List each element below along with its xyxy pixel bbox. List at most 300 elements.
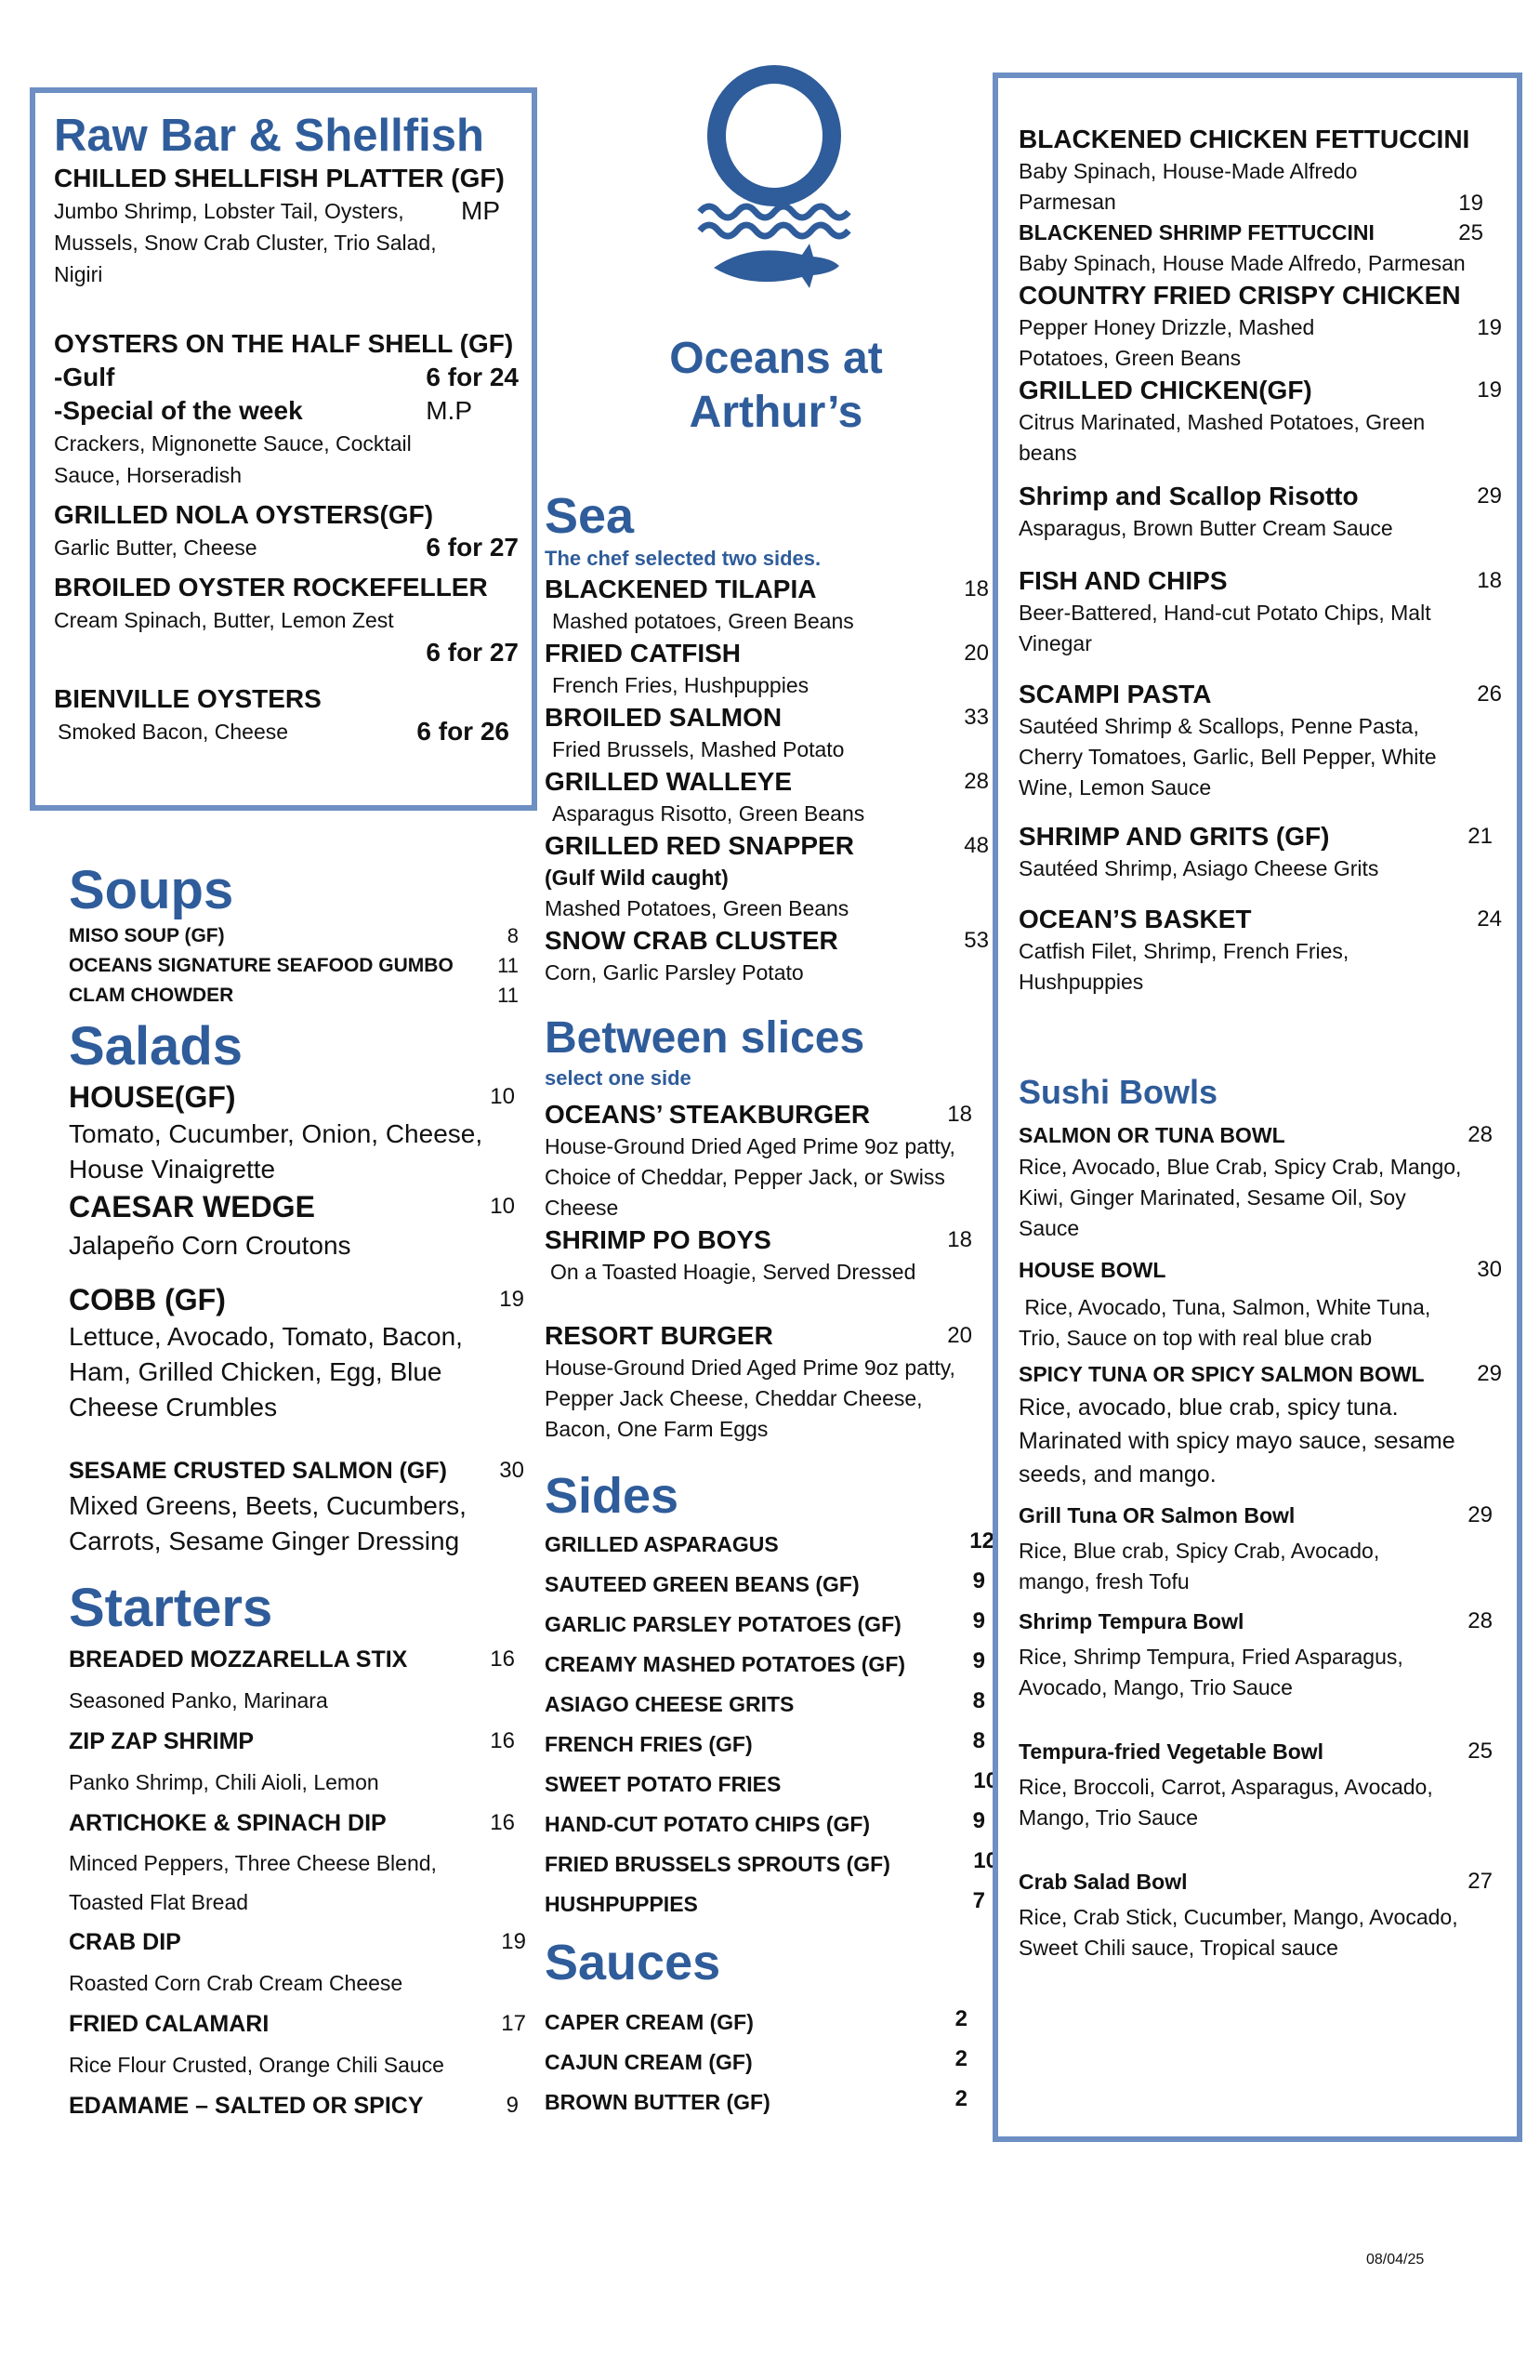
item-desc: Jumbo Shrimp, Lobster Tail, Oysters,	[54, 199, 404, 223]
item-title-row	[545, 765, 989, 799]
item-desc: Beer-Battered, Hand-cut Potato Chips, Malt	[1019, 601, 1431, 625]
item-price: 10	[490, 1194, 515, 1219]
item-price: 53	[964, 928, 989, 953]
sides-list	[545, 1525, 998, 1924]
item-price: 19	[1477, 377, 1502, 403]
restaurant-name-line: Oceans at	[669, 334, 883, 383]
item-desc-row	[54, 716, 519, 747]
item-price: 21	[1468, 824, 1493, 849]
menu-item	[545, 2082, 967, 2122]
menu-item	[545, 1765, 998, 1805]
item-price: 25	[1468, 1739, 1493, 1764]
item-desc: Baby Spinach, House-Made Alfredo	[1019, 159, 1358, 183]
item-desc: Rice, Avocado, Blue Crab, Spicy Crab, Mango,	[1019, 1155, 1462, 1179]
item-desc: Garlic Butter, Cheese	[54, 536, 257, 560]
item-name: SESAME CRUSTED SALMON (GF)	[69, 1458, 447, 1484]
item-desc: Sauce, Horseradish	[54, 463, 242, 487]
item-price: 20	[947, 1323, 972, 1348]
menu-item	[545, 1525, 994, 1565]
menu-item	[1019, 903, 1502, 998]
menu-item	[545, 637, 989, 701]
item-title-row	[1019, 1248, 1502, 1292]
item-price: 18	[947, 1102, 972, 1127]
menu-item	[1019, 1357, 1502, 1491]
item-desc: Seasoned Panko, Marinara	[69, 1688, 328, 1712]
item-name: CRAB DIP	[69, 1929, 181, 1955]
item-price: 2	[954, 2046, 967, 2071]
sauces-heading: Sauces	[545, 1935, 721, 1990]
item-price: 11	[497, 984, 519, 1007]
item-desc: Mango, Trio Sauce	[1019, 1805, 1199, 1830]
menu-item	[69, 1721, 515, 1803]
item-desc-row	[54, 195, 519, 227]
item-name: OCEAN’S BASKET	[1019, 905, 1252, 933]
item-desc: Lettuce, Avocado, Tomato, Bacon,	[69, 1322, 463, 1351]
menu-item	[69, 1280, 524, 1425]
item-desc: Citrus Marinated, Mashed Potatoes, Green	[1019, 410, 1426, 434]
item-desc: Tomato, Cucumber, Onion, Cheese,	[69, 1119, 483, 1148]
item-name: OYSTERS ON THE HALF SHELL (GF)	[54, 329, 514, 358]
menu-item	[545, 1565, 994, 1605]
item-title-row	[69, 1922, 526, 1963]
item-desc: Panko Shrimp, Chili Aioli, Lemon	[69, 1770, 379, 1794]
item-name: CHILLED SHELLFISH PLATTER (GF)	[54, 164, 505, 192]
item-price: 9	[972, 1608, 985, 1633]
item-desc: Carrots, Sesame Ginger Dressing	[69, 1527, 460, 1555]
option-label: -Gulf	[54, 363, 115, 391]
item-price: 19	[1477, 315, 1502, 340]
item-desc: Vinegar	[1019, 631, 1092, 655]
starters-heading: Starters	[69, 1578, 273, 1638]
item-desc: Ham, Grilled Chicken, Egg, Blue	[69, 1357, 442, 1386]
item-price: 29	[1477, 1361, 1502, 1386]
entrees-section	[993, 73, 1522, 2142]
item-title-row	[1019, 564, 1502, 598]
item-name: HOUSE(GF)	[69, 1080, 236, 1114]
item-desc: Sautéed Shrimp & Scallops, Penne Pasta,	[1019, 714, 1419, 738]
item-desc: Crackers, Mignonette Sauce, Cocktail	[54, 431, 412, 456]
item-name: Shrimp and Scallop Risotto	[1019, 482, 1359, 510]
item-price: 8	[507, 924, 519, 947]
menu-item	[1019, 123, 1502, 218]
item-desc: Avocado, Mango, Trio Sauce	[1019, 1675, 1293, 1699]
item-name: SPICY TUNA OR SPICY SALMON BOWL	[1019, 1362, 1425, 1386]
item-desc: Minced Peppers, Three Cheese Blend,	[69, 1851, 437, 1875]
item-desc: Asparagus Risotto, Green Beans	[552, 801, 865, 826]
item-name: HOUSE BOWL	[1019, 1258, 1166, 1282]
item-desc: Jalapeño Corn Croutons	[69, 1231, 351, 1260]
option-price: M.P	[426, 396, 472, 425]
sauces-list	[545, 2003, 967, 2122]
item-price: 19	[499, 1287, 524, 1312]
item-name: GRILLED NOLA OYSTERS(GF)	[54, 500, 434, 529]
item-name: ARTICHOKE & SPINACH DIP	[69, 1810, 387, 1836]
item-name: Tempura-fried Vegetable Bowl	[1019, 1739, 1324, 1764]
item-title-row	[545, 829, 989, 863]
sushi-bowls-heading: Sushi Bowls	[1019, 1073, 1218, 1111]
item-price: 16	[490, 1728, 515, 1753]
item-desc: Cheese	[545, 1196, 619, 1220]
item-name: CAESAR WEDGE	[69, 1190, 315, 1223]
raw-bar-heading: Raw Bar & Shellfish	[54, 111, 484, 161]
item-price: 10	[490, 1084, 515, 1109]
item-price: 8	[972, 1688, 985, 1713]
item-name: Crab Salad Bowl	[1019, 1870, 1188, 1894]
item-desc: Mixed Greens, Beets, Cucumbers,	[69, 1491, 467, 1520]
item-price: 26	[1477, 681, 1502, 707]
item-name: BREADED MOZZARELLA STIX	[69, 1646, 408, 1673]
menu-item	[1019, 374, 1502, 469]
item-name: BLACKENED SHRIMP FETTUCCINI	[1019, 220, 1375, 245]
item-desc: beans	[1019, 441, 1077, 465]
item-title-row	[1019, 903, 1502, 936]
menu-item	[545, 1685, 994, 1725]
menu-item	[54, 571, 519, 669]
item-name: SHRIMP AND GRITS (GF)	[1019, 822, 1330, 851]
item-desc: mango, fresh Tofu	[1019, 1569, 1190, 1593]
item-title-row	[1019, 1357, 1502, 1391]
item-desc: Rice, Blue crab, Spicy Crab, Avocado,	[1019, 1539, 1380, 1563]
item-name: ZIP ZAP SHRIMP	[69, 1728, 255, 1754]
item-price: 2	[954, 2086, 967, 2111]
o-waves-fish-logo-icon	[695, 63, 853, 305]
item-price: 18	[964, 576, 989, 602]
item-price: 12	[969, 1528, 994, 1554]
item-desc: Rice, Broccoli, Carrot, Asparagus, Avocado,	[1019, 1775, 1433, 1799]
item-price: MP	[461, 196, 500, 225]
item-name: COBB (GF)	[69, 1283, 226, 1316]
item-desc: Cream Spinach, Butter, Lemon Zest	[54, 608, 394, 632]
item-option	[54, 361, 519, 394]
item-title-row	[545, 1223, 991, 1257]
item-name: SCAMPI PASTA	[1019, 680, 1212, 708]
menu-item	[69, 1922, 526, 2003]
item-desc: seeds, and mango.	[1019, 1461, 1217, 1488]
item-name: CREAMY MASHED POTATOES (GF)	[545, 1652, 906, 1676]
item-price: 16	[490, 1810, 515, 1835]
item-title-row	[1019, 1118, 1502, 1152]
menu-item	[545, 1098, 991, 1223]
item-price: 16	[490, 1646, 515, 1672]
item-note: (Gulf Wild caught)	[545, 866, 729, 890]
item-desc: Mashed Potatoes, Green Beans	[545, 896, 849, 920]
item-price: 9	[972, 1808, 985, 1833]
item-title-row	[1019, 374, 1502, 407]
item-desc: Hushpuppies	[1019, 970, 1144, 994]
item-desc: Sauce	[1019, 1216, 1080, 1240]
menu-item	[545, 1319, 991, 1445]
item-desc: Rice, avocado, blue crab, spicy tuna.	[1019, 1395, 1399, 1421]
item-desc: Wine, Lemon Sauce	[1019, 775, 1212, 800]
menu-item	[1019, 218, 1502, 279]
menu-item	[545, 701, 989, 765]
item-title-row	[1019, 480, 1502, 513]
item-price: 7	[972, 1888, 985, 1913]
item-price: 2	[954, 2006, 967, 2031]
menu-item	[545, 1645, 994, 1685]
menu-item	[69, 1187, 524, 1265]
left-column	[69, 860, 524, 2126]
sides-heading: Sides	[545, 1468, 679, 1524]
item-name: GARLIC PARSLEY POTATOES (GF)	[545, 1612, 902, 1636]
item-title-row	[1019, 1731, 1502, 1772]
item-name: OCEANS SIGNATURE SEAFOOD GUMBO	[69, 955, 454, 976]
menu-item	[69, 1453, 524, 1559]
menu-item	[69, 921, 519, 951]
item-name: SWEET POTATO FRIES	[545, 1772, 782, 1796]
item-desc: Cherry Tomatoes, Garlic, Bell Pepper, White	[1019, 745, 1437, 769]
item-price: 8	[972, 1728, 985, 1753]
item-title-row	[1019, 218, 1502, 248]
item-price: 29	[1477, 483, 1502, 509]
item-price: 27	[1468, 1869, 1493, 1894]
menu-item	[545, 1844, 998, 1884]
item-name: HUSHPUPPIES	[545, 1892, 698, 1916]
item-desc: Marinated with spicy mayo sauce, sesame	[1019, 1428, 1455, 1454]
item-desc: House Vinaigrette	[69, 1155, 276, 1183]
middle-column	[545, 487, 998, 2122]
item-desc: House-Ground Dried Aged Prime 9oz patty,	[545, 1134, 955, 1158]
item-name: GRILLED WALLEYE	[545, 767, 792, 796]
item-desc: Trio, Sauce on top with real blue crab	[1019, 1326, 1373, 1350]
item-desc: Pepper Honey Drizzle, Mashed	[1019, 315, 1315, 339]
item-price: 9	[972, 1568, 985, 1593]
item-title-row	[69, 1187, 524, 1226]
item-name: SAUTEED GREEN BEANS (GF)	[545, 1572, 860, 1596]
menu-item	[1019, 1248, 1502, 1354]
menu-item	[54, 327, 519, 491]
item-desc: Sweet Chili sauce, Tropical sauce	[1019, 1936, 1338, 1960]
restaurant-name	[641, 332, 911, 440]
sushi-bowls-list	[1019, 1118, 1502, 1964]
sea-subtitle: The chef selected two sides.	[545, 547, 822, 570]
item-desc: Mashed potatoes, Green Beans	[552, 609, 854, 633]
item-price: 30	[499, 1458, 524, 1483]
item-title-row	[69, 1803, 515, 1844]
option-price: 6 for 24	[426, 363, 519, 391]
menu-item	[545, 1884, 994, 1924]
item-title-row	[545, 1319, 991, 1353]
menu-item	[69, 1078, 524, 1187]
menu-item	[1019, 564, 1502, 659]
menu-item	[54, 682, 519, 747]
item-desc: Pepper Jack Cheese, Cheddar Cheese,	[545, 1386, 923, 1410]
menu-item	[545, 1223, 991, 1288]
menu-item	[545, 765, 989, 829]
menu-item	[69, 981, 519, 1011]
item-title-row	[69, 1721, 515, 1762]
item-desc: Toasted Flat Bread	[69, 1890, 249, 1914]
item-desc: Smoked Bacon, Cheese	[58, 720, 289, 744]
item-name: CAPER CREAM (GF)	[545, 2010, 754, 2034]
item-desc-row	[54, 532, 519, 563]
item-desc: Sautéed Shrimp, Asiago Cheese Grits	[1019, 856, 1379, 880]
item-desc-row	[1019, 187, 1502, 218]
menu-item	[545, 924, 989, 988]
item-price: 9	[506, 2093, 519, 2118]
sea-list	[545, 573, 989, 988]
item-title-row	[1019, 1861, 1502, 1902]
menu-item	[69, 2003, 526, 2085]
item-price: 33	[964, 705, 989, 730]
item-desc: Potatoes, Green Beans	[1019, 346, 1242, 370]
item-desc: Nigiri	[54, 262, 103, 286]
restaurant-logo	[695, 63, 853, 305]
item-price: 6 for 26	[416, 717, 509, 746]
between-slices-subtitle: select one side	[545, 1066, 691, 1090]
item-desc: Kiwi, Ginger Marinated, Sesame Oil, Soy	[1019, 1185, 1406, 1210]
item-price: 10	[973, 1848, 998, 1873]
item-title-row	[69, 2003, 526, 2044]
item-name: RESORT BURGER	[545, 1321, 773, 1350]
item-title-row	[1019, 1495, 1502, 1536]
item-price: 6 for 27	[426, 533, 519, 562]
menu-item	[1019, 279, 1502, 374]
item-title-row	[1019, 678, 1502, 711]
menu-item	[545, 2043, 967, 2082]
sea-heading: Sea	[545, 488, 635, 544]
item-name: SNOW CRAB CLUSTER	[545, 926, 838, 955]
item-name: HAND-CUT POTATO CHIPS (GF)	[545, 1812, 871, 1836]
item-name: SHRIMP PO BOYS	[545, 1225, 771, 1254]
item-price: 18	[947, 1227, 972, 1252]
item-desc: Asparagus, Brown Butter Cream Sauce	[1019, 516, 1393, 540]
item-name: FRIED CATFISH	[545, 639, 742, 668]
item-desc: Bacon, One Farm Eggs	[545, 1417, 769, 1441]
item-price: 30	[1477, 1257, 1502, 1282]
option-label: -Special of the week	[54, 396, 303, 425]
item-desc: Rice, Avocado, Tuna, Salmon, White Tuna,	[1019, 1295, 1431, 1319]
menu-item	[54, 498, 519, 563]
item-title-row	[545, 924, 989, 958]
item-desc: Roasted Corn Crab Cream Cheese	[69, 1971, 403, 1995]
item-name: ASIAGO CHEESE GRITS	[545, 1692, 795, 1716]
item-name: MISO SOUP (GF)	[69, 925, 225, 946]
menu-item	[545, 1605, 994, 1645]
item-title-row	[545, 637, 989, 670]
menu-item	[1019, 480, 1502, 544]
item-price: 29	[1468, 1502, 1493, 1527]
item-desc: French Fries, Hushpuppies	[552, 673, 809, 697]
menu-item	[1019, 678, 1502, 803]
item-name: BLACKENED CHICKEN FETTUCCINI	[1019, 125, 1470, 153]
item-title-row	[69, 1639, 515, 1680]
item-name: Shrimp Tempura Bowl	[1019, 1609, 1244, 1633]
item-name: BROILED OYSTER ROCKEFELLER	[54, 573, 488, 602]
menu-item	[545, 2003, 967, 2043]
item-price: 19	[1458, 191, 1483, 216]
menu-item	[1019, 1601, 1502, 1703]
item-desc: Mussels, Snow Crab Cluster, Trio Salad,	[54, 231, 437, 255]
menu-item	[1019, 1118, 1502, 1244]
item-option	[54, 394, 519, 428]
item-name: SALMON OR TUNA BOWL	[1019, 1123, 1285, 1147]
menu-item	[1019, 1731, 1502, 1833]
item-name: BROILED SALMON	[545, 703, 783, 732]
soups-list	[69, 921, 519, 1011]
item-desc: Baby Spinach, House Made Alfredo, Parmesan	[1019, 251, 1466, 275]
item-desc: Choice of Cheddar, Pepper Jack, or Swiss	[545, 1165, 945, 1189]
item-name: FRENCH FRIES (GF)	[545, 1732, 753, 1756]
item-desc: On a Toasted Hoagie, Served Dressed	[550, 1260, 916, 1284]
item-price: 18	[1477, 568, 1502, 593]
item-desc: Fried Brussels, Mashed Potato	[552, 737, 845, 761]
item-desc: Cheese Crumbles	[69, 1393, 278, 1421]
item-price: 25	[1458, 220, 1483, 245]
item-name: GRILLED ASPARAGUS	[545, 1532, 779, 1556]
item-name: FRIED CALAMARI	[69, 2011, 270, 2037]
item-desc: Rice Flour Crusted, Orange Chili Sauce	[69, 2053, 444, 2077]
item-title-row	[545, 573, 989, 606]
item-name: Grill Tuna OR Salmon Bowl	[1019, 1503, 1296, 1527]
item-price: 11	[497, 954, 519, 977]
item-name: FRIED BRUSSELS SPROUTS (GF)	[545, 1852, 890, 1876]
between-slices-list	[545, 1098, 991, 1445]
salads-heading: Salads	[69, 1016, 243, 1077]
menu-item	[545, 829, 989, 924]
item-desc: Catfish Filet, Shrimp, French Fries,	[1019, 939, 1349, 963]
item-title-row	[545, 701, 989, 734]
item-price: 28	[1468, 1122, 1493, 1147]
item-title-row	[69, 1280, 524, 1319]
item-desc: Parmesan	[1019, 190, 1116, 214]
between-slices-heading: Between slices	[545, 1013, 865, 1063]
soups-heading: Soups	[69, 860, 234, 920]
item-title-row	[69, 1453, 524, 1488]
item-name: CLAM CHOWDER	[69, 985, 234, 1006]
item-name: EDAMAME – SALTED OR SPICY	[69, 2093, 424, 2119]
menu-item	[69, 951, 519, 981]
menu-item	[1019, 1861, 1502, 1964]
item-name: BLACKENED TILAPIA	[545, 575, 817, 603]
item-desc: House-Ground Dried Aged Prime 9oz patty,	[545, 1355, 955, 1380]
item-title-row	[69, 1078, 524, 1117]
menu-item	[69, 1803, 515, 1922]
item-desc: Corn, Garlic Parsley Potato	[545, 960, 804, 985]
item-price: 24	[1477, 906, 1502, 932]
restaurant-name-line: Arthur’s	[689, 388, 863, 437]
item-title-row	[1019, 820, 1502, 853]
item-name: BIENVILLE OYSTERS	[54, 684, 322, 713]
item-name: COUNTRY FRIED CRISPY CHICKEN	[1019, 281, 1461, 310]
item-name: FISH AND CHIPS	[1019, 566, 1228, 595]
item-price: 48	[964, 833, 989, 858]
item-name: GRILLED RED SNAPPER	[545, 831, 854, 860]
item-desc: Rice, Shrimp Tempura, Fried Asparagus,	[1019, 1645, 1403, 1669]
item-title-row	[545, 1098, 991, 1131]
item-price: 9	[972, 1648, 985, 1673]
item-desc-row	[1019, 312, 1502, 343]
item-price: 28	[1468, 1608, 1493, 1633]
print-date: 08/04/25	[1366, 2252, 1425, 2268]
item-price: 20	[964, 641, 989, 666]
item-price: 17	[501, 2011, 526, 2036]
item-name: CAJUN CREAM (GF)	[545, 2050, 753, 2074]
menu-item	[545, 1725, 994, 1765]
salads-list	[69, 1078, 524, 1559]
item-name: BROWN BUTTER (GF)	[545, 2090, 770, 2114]
item-price: 28	[964, 769, 989, 794]
menu-item	[69, 2085, 519, 2126]
menu-item	[69, 1639, 515, 1721]
raw-bar-section	[30, 87, 537, 811]
item-name: GRILLED CHICKEN(GF)	[1019, 376, 1312, 404]
menu-item	[545, 1805, 994, 1844]
item-title-row	[69, 2085, 519, 2126]
starters-list	[69, 1639, 526, 2126]
menu-item	[1019, 1495, 1502, 1597]
item-name: OCEANS’ STEAKBURGER	[545, 1100, 871, 1129]
